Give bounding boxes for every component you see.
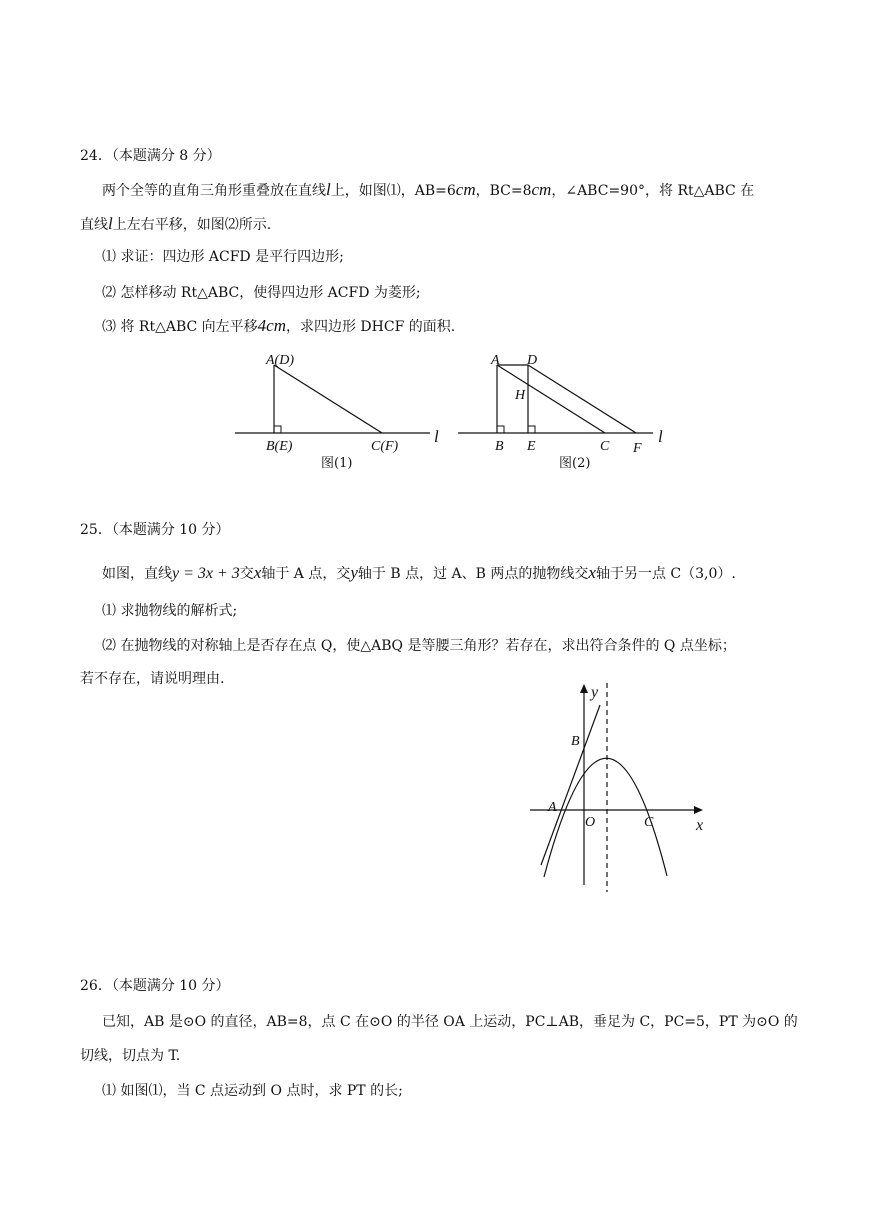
q25-item-2: ⑵ 在抛物线的对称轴上是否存在点 Q，使△ABQ 是等腰三角形？若存在，求出符合条件的 Q 点坐标； [102, 638, 736, 654]
figure-caption: 图(2) [559, 456, 591, 471]
q24-paragraph-line1 [102, 180, 754, 201]
y-axis-arrow [580, 684, 588, 693]
label-d: D [527, 353, 538, 368]
label-h: H [515, 388, 526, 403]
label-f: F [633, 441, 642, 456]
q25-text: 轴于 A 点，交 [261, 566, 351, 582]
q25-text: 如图，直线 [102, 566, 172, 582]
label-a: A [491, 353, 500, 368]
q24-item-1: ⑴ 求证：四边形 ACFD 是平行四边形; [102, 249, 344, 265]
q24-text: ，∠ABC=90°，将 Rt△ABC 在 [551, 183, 755, 199]
label-b: B [571, 734, 580, 749]
label-o: O [585, 815, 596, 830]
line-l-symbol: l [326, 180, 331, 199]
q24-text: 上，如图⑴，AB=6 [330, 183, 456, 199]
q24-text: 直线 [80, 217, 108, 233]
label-b-e: B(E) [266, 439, 293, 454]
q26-paragraph-line2: 切线，切点为 T. [80, 1048, 181, 1064]
q26-item-1: ⑴ 如图⑴，当 C 点运动到 O 点时，求 PT 的长; [102, 1083, 403, 1099]
q26-header: 26．（本题满分 10 分） [80, 978, 230, 994]
figure-caption: 图(1) [321, 456, 353, 471]
label-l: l [658, 427, 663, 446]
q25-item-2-continued: 若不存在，请说明理由. [80, 671, 225, 687]
right-angle-mark [497, 426, 504, 433]
label-b: B [495, 439, 504, 454]
q25-text: 轴于另一点 C（3,0）. [595, 566, 736, 582]
y-symbol: y [350, 563, 358, 582]
q25-paragraph [102, 563, 736, 584]
label-l: l [434, 427, 439, 446]
q25-figure [525, 680, 710, 895]
unit-cm: cm [266, 316, 286, 335]
label-c-f: C(F) [371, 439, 399, 454]
q24-figure-1 [230, 350, 450, 475]
x-symbol: x [253, 563, 262, 582]
label-a: A [548, 800, 557, 815]
label-x: x [696, 817, 704, 834]
unit-cm: cm [531, 180, 552, 199]
q25-header: 25．（本题满分 10 分） [80, 522, 230, 538]
q24-figure-2 [455, 350, 680, 475]
label-c: C [644, 815, 654, 830]
q24-header: 24．（本题满分 8 分） [80, 148, 221, 164]
q24-text: 上左右平移，如图⑵所示. [112, 217, 272, 233]
q24-item-3 [102, 316, 455, 337]
line-l-symbol: l [108, 214, 113, 233]
segment-ac [497, 365, 605, 433]
unit-cm: cm [455, 180, 476, 199]
right-angle-mark [274, 426, 281, 433]
label-a-d: A(D) [266, 353, 294, 368]
segment-df [528, 365, 636, 433]
x-symbol: x [588, 563, 596, 582]
q26-paragraph-line1: 已知，AB 是⊙O 的直径，AB=8，点 C 在⊙O 的半径 OA 上运动，PC⊥AB，垂足为 C，PC=5，PT 为⊙O 的 [102, 1014, 798, 1030]
label-c: C [600, 439, 610, 454]
q24-paragraph-line2 [80, 214, 271, 235]
q25-text: 交 [239, 566, 254, 582]
segment-ac [274, 365, 382, 433]
q24-text: ，求四边形 DHCF 的面积. [285, 319, 456, 335]
q25-text: 轴于 B 点，过 A、B 两点的抛物线交 [357, 566, 589, 582]
label-y: y [591, 684, 599, 701]
q24-text: ⑶ 将 Rt△ABC 向左平移 [102, 319, 258, 335]
q25-item-1: ⑴ 求抛物线的解析式; [102, 603, 238, 619]
label-e: E [527, 439, 536, 454]
q24-text: 两个全等的直角三角形重叠放在直线 [102, 183, 326, 199]
line-equation: y = 3x + 3 [172, 565, 240, 582]
right-angle-mark [528, 426, 535, 433]
shift-value: 4 [257, 316, 267, 335]
x-axis-arrow [694, 806, 703, 814]
q24-text: ，BC=8 [475, 183, 532, 199]
q24-item-2: ⑵ 怎样移动 Rt△ABC，使得四边形 ACFD 为菱形; [102, 285, 421, 301]
line-ab [541, 705, 600, 865]
